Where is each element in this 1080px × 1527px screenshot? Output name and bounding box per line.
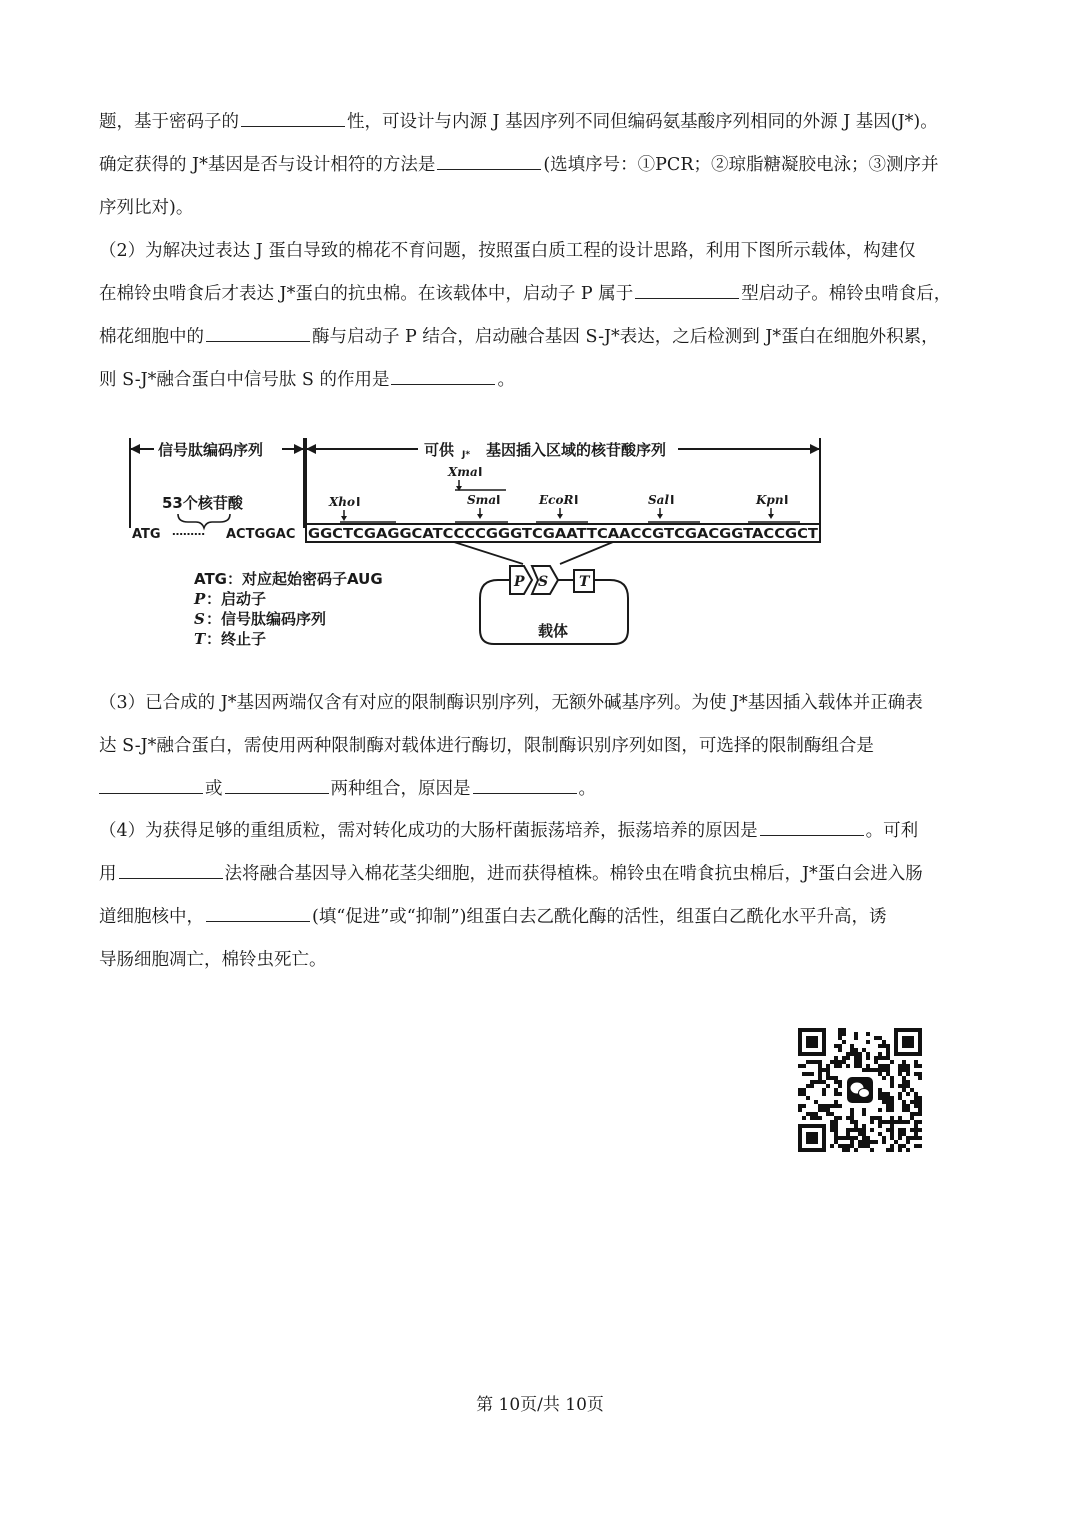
enzyme-roman: I [478, 465, 483, 479]
q1-text: (选填序号：①PCR；②琼脂糖凝胶电泳；③测序并 [543, 155, 939, 175]
q1-text: 题，基于密码子的 [99, 112, 239, 132]
question-4-text [99, 810, 984, 982]
q2-text: 型启动子。棉铃虫啃食后， [741, 284, 952, 304]
q2-text: 棉花细胞中的 [99, 327, 204, 347]
answer-blank[interactable] [635, 276, 739, 299]
sequence-dots: ……… [172, 525, 205, 538]
q4-line-4: 导肠细胞凋亡，棉铃虫死亡。 [99, 950, 327, 970]
q2-line-2 [99, 273, 984, 316]
page-number: 第 10页/共 10页 [476, 1395, 604, 1415]
q3-line-3 [99, 768, 984, 811]
signal-peptide-label: 信号肽编码序列 [158, 441, 264, 459]
legend-s-key: S [194, 610, 205, 628]
answer-blank[interactable] [760, 813, 864, 836]
legend-p-val: ：启动子 [206, 590, 267, 608]
q4-text: （4）为获得足够的重组质粒，需对转化成功的大肠杆菌振荡培养，振荡培养的原因是 [99, 821, 758, 841]
q3-text: 或 [205, 779, 223, 799]
question-1-text [99, 101, 984, 230]
vector-diagram-svg [128, 432, 828, 656]
q4-text: 道细胞核中， [99, 907, 204, 927]
qr-code-graphic [798, 1028, 922, 1152]
enzyme-roman: I [784, 493, 789, 507]
enzyme-sal-label: Sal [648, 493, 669, 507]
q3-line-2: 达 S-J*融合蛋白，需使用两种限制酶对载体进行酶切，限制酶识别序列如图，可选择的限制酶组合是 [99, 736, 874, 756]
enzyme-roman: I [670, 493, 675, 507]
vector-label: 载体 [538, 622, 569, 640]
answer-blank[interactable] [225, 771, 329, 794]
q1-text: 确定获得的 J*基因是否与设计相符的方法是 [99, 155, 436, 175]
answer-blank[interactable] [119, 856, 223, 879]
q2-text: 酶与启动子 P 结合，启动融合基因 S-J*表达，之后检测到 J*蛋白在细胞外积累， [312, 327, 939, 347]
q4-text: (填“促进”或“抑制”)组蛋白去乙酰化酶的活性，组蛋白乙酰化水平升高，诱 [312, 907, 887, 927]
answer-blank[interactable] [241, 104, 345, 127]
answer-blank[interactable] [473, 771, 577, 794]
q2-text: 在棉铃虫啃食后才表达 J*蛋白的抗虫棉。在该载体中，启动子 P 属于 [99, 284, 634, 304]
enzyme-kpn-label: Kpn [756, 493, 784, 507]
q4-text: 用 [99, 864, 117, 884]
insert-region-label-a: 可供 [424, 441, 455, 459]
enzyme-ecor-label: EcoR [539, 493, 574, 507]
legend-t-val: ：终止子 [206, 630, 267, 648]
legend-atg: ATG：对应起始密码子AUG [194, 570, 383, 588]
q2-text: 则 S-J*融合蛋白中信号肽 S 的作用是 [99, 370, 390, 390]
nucleotide-count-label: 53个核苷酸 [162, 494, 243, 512]
enzyme-xma-label: Xma [448, 465, 478, 479]
answer-blank[interactable] [437, 147, 541, 170]
q4-line-1 [99, 810, 984, 853]
q4-text: 。可利 [865, 821, 919, 841]
legend-t-key: T [194, 630, 206, 648]
q2-line-3 [99, 316, 984, 359]
q4-line-2 [99, 853, 984, 896]
enzyme-xho-label: Xho [329, 495, 356, 509]
vector-s-label: S [538, 574, 549, 590]
enzyme-sma-label: Sma [467, 493, 497, 507]
q3-line-1: （3）已合成的 J*基因两端仅含有对应的限制酶识别序列，无额外碱基序列。为使 J*基因插入载体并正确表 [99, 693, 923, 713]
insert-region-label-b: 基因插入区域的核苷酸序列 [486, 441, 667, 459]
sequence-insert-region: GGCTCGAGGCATCCCCGGGTCGAATTCAACCGTCGACGGTACCGCT [308, 527, 819, 542]
sequence-left: ACTGGAC [226, 527, 296, 542]
q1-line-2 [99, 144, 984, 187]
atg-start: ATG [132, 527, 161, 542]
question-2-text [99, 230, 984, 402]
q1-line-1 [99, 101, 984, 144]
enzyme-roman: I [356, 495, 361, 509]
question-3-text [99, 682, 984, 811]
q4-text: 法将融合基因导入棉花茎尖细胞，进而获得植株。棉铃虫在啃食抗虫棉后，J*蛋白会进入肠 [224, 864, 923, 884]
q3-text: 两种组合，原因是 [330, 779, 471, 799]
q2-line-1: （2）为解决过表达 J 蛋白导致的棉花不育问题，按照蛋白质工程的设计思路，利用下图所示载体，构建仅 [99, 241, 916, 261]
qr-code-icon[interactable] [798, 1028, 922, 1152]
vector-t-label: T [579, 574, 590, 590]
legend-p-key: P [194, 590, 206, 608]
q1-line-3: 序列比对)。 [99, 198, 194, 218]
answer-blank[interactable] [99, 771, 203, 794]
enzyme-roman: I [574, 493, 579, 507]
vector-p-label: P [514, 574, 525, 590]
q3-text: 。 [578, 779, 596, 799]
answer-blank[interactable] [206, 899, 310, 922]
vector-diagram [128, 432, 828, 656]
legend-s-val: ：信号肽编码序列 [206, 610, 327, 628]
q2-line-4 [99, 359, 984, 402]
q1-text: 性，可设计与内源 J 基因序列不同但编码氨基酸序列相同的外源 J 基因(J*)。 [347, 112, 938, 132]
q2-text: 。 [497, 370, 515, 390]
insert-region-label-j: J* [462, 450, 471, 460]
enzyme-roman: I [496, 493, 501, 507]
answer-blank[interactable] [206, 319, 310, 342]
q4-line-3 [99, 896, 984, 939]
answer-blank[interactable] [391, 362, 495, 385]
